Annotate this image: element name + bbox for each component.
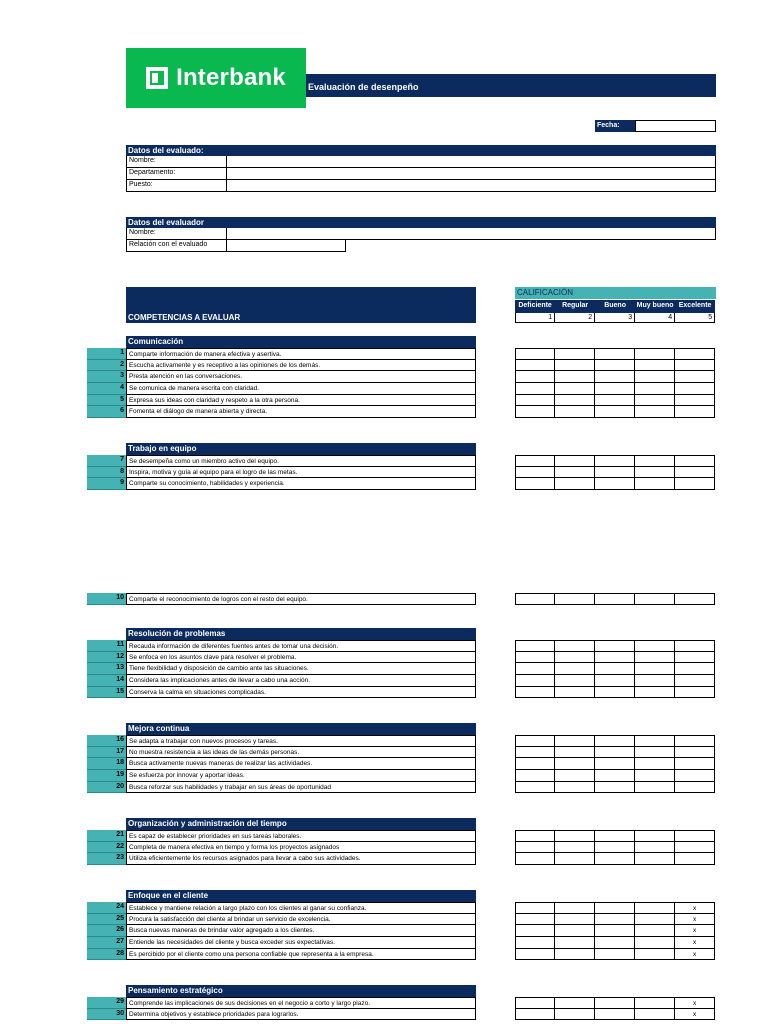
rating-cell[interactable] — [555, 652, 595, 664]
rating-cell[interactable] — [555, 830, 595, 842]
rating-cell[interactable] — [595, 406, 635, 418]
field-divider — [226, 168, 227, 179]
rating-cell[interactable] — [515, 914, 555, 926]
rating-cell[interactable] — [595, 747, 635, 759]
rating-cell[interactable] — [675, 395, 715, 407]
rating-cell[interactable] — [555, 663, 595, 675]
item-number: 27 — [87, 937, 126, 949]
rating-cell[interactable] — [515, 383, 555, 395]
item-text: Conserva la calma en situaciones complicadas. — [126, 687, 476, 699]
rating-cell[interactable] — [595, 360, 635, 372]
rating-cell[interactable] — [635, 593, 675, 605]
item-text: Utiliza eficientemente los recursos asignados para llevar a cabo sus actividades. — [126, 853, 476, 865]
item-number: 17 — [87, 747, 126, 759]
item-text: Se desempeña como un miembro activo del equipo. — [126, 455, 476, 467]
item-number: 29 — [87, 997, 126, 1009]
rating-cell[interactable] — [555, 914, 595, 926]
item-text: Inspira, motiva y guía al equipo para el logro de las metas. — [126, 467, 476, 479]
rating-cell[interactable] — [675, 593, 715, 605]
rating-cell[interactable] — [635, 937, 675, 949]
rating-cell[interactable] — [515, 853, 555, 865]
rating-cell[interactable] — [515, 467, 555, 479]
brand-name: Interbank — [176, 64, 286, 91]
rating-cell[interactable] — [675, 758, 715, 770]
rating-cell[interactable] — [675, 640, 715, 652]
rating-cell[interactable] — [515, 395, 555, 407]
item-text: Busca activamente nuevas maneras de realizar las actividades. — [126, 758, 476, 770]
rating-cell[interactable] — [515, 842, 555, 854]
rating-cell[interactable] — [635, 652, 675, 664]
rating-cell[interactable] — [555, 348, 595, 360]
rating-cell[interactable] — [595, 758, 635, 770]
field-divider — [226, 240, 227, 251]
page-title: Evaluación de desenpeño — [306, 74, 716, 97]
rating-cell[interactable] — [595, 830, 635, 842]
rating-cell[interactable] — [595, 348, 635, 360]
item-text: Comparte información de manera efectiva y asertiva. — [126, 348, 476, 360]
rating-cell[interactable] — [635, 478, 675, 490]
rating-cell[interactable] — [515, 902, 555, 914]
interbank-logo-icon — [146, 67, 168, 89]
item-text: Procura la satisfacción del cliente al brindar un servicio de excelencia. — [126, 914, 476, 926]
item-text: Comparte su conocimiento, habilidades y experiencia. — [126, 478, 476, 490]
field-divider — [226, 156, 227, 167]
rating-cell[interactable] — [515, 937, 555, 949]
item-number: 28 — [87, 949, 126, 961]
rating-cell[interactable] — [555, 997, 595, 1009]
rating-cell[interactable] — [635, 853, 675, 865]
item-number: 14 — [87, 675, 126, 687]
item-number: 1 — [87, 348, 126, 360]
item-number: 22 — [87, 842, 126, 854]
rating-cell[interactable] — [635, 406, 675, 418]
rating-cell[interactable] — [635, 383, 675, 395]
calificacion-label: CALIFICACIÓN — [515, 287, 716, 299]
rating-column-header: Deficiente — [515, 300, 555, 313]
rating-cell[interactable] — [555, 842, 595, 854]
rating-cell[interactable] — [595, 937, 635, 949]
rating-cell[interactable] — [515, 830, 555, 842]
field-label: Nombre: — [129, 229, 156, 236]
form-row — [126, 156, 716, 168]
rating-cell[interactable] — [515, 478, 555, 490]
rating-cell[interactable] — [515, 997, 555, 1009]
rating-cell[interactable] — [515, 593, 555, 605]
item-text: Expresa sus ideas con claridad y respeto a la otra persona. — [126, 395, 476, 407]
rating-cell[interactable] — [635, 395, 675, 407]
rating-cell[interactable] — [555, 687, 595, 699]
item-text: Es capaz de establecer prioridades en sus tareas laborales. — [126, 830, 476, 842]
item-text: No muestra resistencia a las ideas de las demás personas. — [126, 747, 476, 759]
rating-cell[interactable] — [515, 747, 555, 759]
item-text: Se comunica de manera escrita con claridad. — [126, 383, 476, 395]
rating-cell[interactable] — [595, 663, 635, 675]
form-row — [126, 228, 716, 240]
rating-cell[interactable]: x — [675, 949, 715, 961]
rating-cell[interactable] — [635, 1009, 675, 1021]
rating-cell[interactable] — [635, 360, 675, 372]
rating-cell[interactable] — [675, 348, 715, 360]
rating-cell[interactable]: x — [675, 937, 715, 949]
item-text: Se adapta a trabajar con nuevos procesos y tareas. — [126, 735, 476, 747]
item-number: 11 — [87, 640, 126, 652]
item-text: Busca reforzar sus habilidades y trabajar en sus áreas de oportunidad — [126, 782, 476, 794]
rating-cell[interactable] — [515, 735, 555, 747]
rating-cell[interactable] — [635, 747, 675, 759]
rating-cell[interactable] — [595, 687, 635, 699]
rating-cell[interactable] — [595, 455, 635, 467]
rating-cell[interactable] — [595, 675, 635, 687]
rating-cell[interactable] — [515, 949, 555, 961]
item-text: Completa de manera efectiva en tiempo y forma los proyectos asignados — [126, 842, 476, 854]
item-number: 23 — [87, 853, 126, 865]
rating-cell[interactable] — [555, 406, 595, 418]
item-number: 7 — [87, 455, 126, 467]
rating-cell[interactable] — [515, 1009, 555, 1021]
rating-cell[interactable] — [595, 1009, 635, 1021]
item-text: Tiene flexibilidad y disposición de cambio ante las situaciones. — [126, 663, 476, 675]
rating-cell[interactable] — [635, 467, 675, 479]
rating-cell[interactable] — [675, 663, 715, 675]
item-number: 5 — [87, 395, 126, 407]
rating-cell[interactable] — [555, 1009, 595, 1021]
rating-cell[interactable] — [675, 853, 715, 865]
rating-cell[interactable] — [675, 383, 715, 395]
rating-cell[interactable] — [635, 830, 675, 842]
rating-cell[interactable] — [595, 383, 635, 395]
rating-cell[interactable] — [555, 455, 595, 467]
rating-cell[interactable] — [595, 467, 635, 479]
rating-cell[interactable] — [675, 455, 715, 467]
fecha-label: Fecha: — [595, 120, 635, 132]
item-number: 8 — [87, 467, 126, 479]
rating-cell[interactable] — [675, 478, 715, 490]
item-number: 25 — [87, 914, 126, 926]
rating-column-number: 5 — [675, 313, 715, 323]
rating-cell[interactable] — [515, 640, 555, 652]
rating-cell[interactable] — [595, 652, 635, 664]
section-title: Comunicación — [126, 336, 476, 348]
rating-cell[interactable] — [515, 455, 555, 467]
item-text: Considera las implicaciones antes de llevar a cabo una acción. — [126, 675, 476, 687]
rating-cell[interactable] — [555, 395, 595, 407]
item-text: Comprende las implicaciones de sus decisiones en el negocio a corto y largo plazo. — [126, 997, 476, 1009]
item-number: 6 — [87, 406, 126, 418]
section-title: Pensamiento estratégico — [126, 985, 476, 997]
item-text: Recauda información de diferentes fuentes antes de tomar una decisión. — [126, 640, 476, 652]
rating-column-number: 1 — [515, 313, 555, 323]
rating-cell[interactable] — [555, 937, 595, 949]
rating-cell[interactable]: x — [675, 997, 715, 1009]
rating-cell[interactable] — [515, 360, 555, 372]
rating-cell[interactable] — [635, 663, 675, 675]
item-text: Entiende las necesidades del cliente y busca exceder sus expectativas. — [126, 937, 476, 949]
rating-cell[interactable] — [635, 925, 675, 937]
rating-column-number: 2 — [555, 313, 595, 323]
rating-cell[interactable] — [635, 782, 675, 794]
item-number: 18 — [87, 758, 126, 770]
rating-cell[interactable] — [515, 371, 555, 383]
item-text: Establece y mantiene relación a largo plazo con los clientes al ganar su confianza. — [126, 902, 476, 914]
rating-column-header: Excelente — [675, 300, 715, 313]
item-text: Presta atención en las conversaciones. — [126, 371, 476, 383]
item-number: 19 — [87, 770, 126, 782]
rating-cell[interactable] — [675, 842, 715, 854]
item-text: Determina objetivos y establece prioridades para lograrlos. — [126, 1009, 476, 1021]
rating-cell[interactable] — [595, 478, 635, 490]
rating-cell[interactable] — [555, 747, 595, 759]
field-divider — [226, 228, 227, 239]
rating-cell[interactable] — [675, 652, 715, 664]
rating-cell[interactable] — [515, 782, 555, 794]
rating-cell[interactable] — [675, 360, 715, 372]
rating-cell[interactable] — [675, 406, 715, 418]
rating-cell[interactable] — [635, 902, 675, 914]
item-number: 13 — [87, 663, 126, 675]
rating-cell[interactable] — [555, 758, 595, 770]
evaluado-header: Datos del evaluado: — [126, 145, 716, 156]
rating-cell[interactable] — [515, 770, 555, 782]
rating-cell[interactable] — [635, 735, 675, 747]
rating-cell[interactable] — [675, 735, 715, 747]
rating-cell[interactable] — [595, 853, 635, 865]
rating-column-number: 4 — [635, 313, 675, 323]
rating-cell[interactable] — [595, 371, 635, 383]
rating-cell[interactable] — [555, 478, 595, 490]
rating-cell[interactable] — [635, 914, 675, 926]
rating-cell[interactable] — [675, 467, 715, 479]
field-label: Nombre: — [129, 157, 156, 164]
rating-cell[interactable] — [555, 640, 595, 652]
item-number: 26 — [87, 925, 126, 937]
item-text: Fomenta el diálogo de manera abierta y directa. — [126, 406, 476, 418]
item-number: 10 — [87, 593, 126, 605]
rating-column-header: Muy bueno — [635, 300, 675, 313]
rating-cell[interactable] — [595, 997, 635, 1009]
item-text: Escucha activamente y es receptivo a las opiniones de los demás. — [126, 360, 476, 372]
rating-cell[interactable] — [595, 770, 635, 782]
item-number: 20 — [87, 782, 126, 794]
rating-cell[interactable] — [675, 675, 715, 687]
rating-cell[interactable] — [635, 675, 675, 687]
rating-cell[interactable] — [555, 770, 595, 782]
rating-cell[interactable] — [675, 770, 715, 782]
section-title: Enfoque en el cliente — [126, 890, 476, 902]
rating-cell[interactable] — [555, 371, 595, 383]
item-text: Se enfoca en los asuntos clave para resolver el problema. — [126, 652, 476, 664]
item-number: 2 — [87, 360, 126, 372]
rating-cell[interactable] — [515, 758, 555, 770]
item-number: 16 — [87, 735, 126, 747]
rating-cell[interactable] — [555, 782, 595, 794]
rating-cell[interactable] — [675, 371, 715, 383]
section-title: Organización y administración del tiempo — [126, 818, 476, 830]
rating-cell[interactable] — [675, 747, 715, 759]
rating-column-number: 3 — [595, 313, 635, 323]
rating-cell[interactable] — [555, 467, 595, 479]
rating-cell[interactable] — [555, 593, 595, 605]
rating-cell[interactable] — [595, 914, 635, 926]
field-divider — [226, 180, 227, 191]
item-text: Se esfuerza por innovar y aportar ideas. — [126, 770, 476, 782]
item-number: 3 — [87, 371, 126, 383]
rating-cell[interactable] — [595, 842, 635, 854]
rating-cell[interactable] — [675, 782, 715, 794]
form-row — [126, 240, 346, 252]
rating-cell[interactable]: x — [675, 1009, 715, 1021]
rating-cell[interactable] — [595, 395, 635, 407]
field-label: Relación con el evaluado — [129, 241, 208, 248]
fecha-field[interactable] — [635, 120, 716, 132]
rating-cell[interactable]: x — [675, 902, 715, 914]
item-number: 15 — [87, 687, 126, 699]
rating-cell[interactable] — [595, 735, 635, 747]
rating-column-header: Bueno — [595, 300, 635, 313]
rating-cell[interactable] — [515, 687, 555, 699]
item-number: 30 — [87, 1009, 126, 1021]
item-text: Es percibido por el cliente como una persona confiable que representa a la empresa. — [126, 949, 476, 961]
item-number: 4 — [87, 383, 126, 395]
rating-cell[interactable] — [635, 949, 675, 961]
rating-cell[interactable]: x — [675, 914, 715, 926]
rating-cell[interactable] — [595, 782, 635, 794]
item-number: 9 — [87, 478, 126, 490]
rating-cell[interactable] — [555, 383, 595, 395]
rating-cell[interactable] — [595, 925, 635, 937]
rating-cell[interactable] — [675, 687, 715, 699]
rating-cell[interactable] — [595, 593, 635, 605]
rating-cell[interactable] — [635, 348, 675, 360]
rating-cell[interactable] — [555, 853, 595, 865]
rating-cell[interactable] — [635, 455, 675, 467]
rating-cell[interactable] — [595, 949, 635, 961]
rating-cell[interactable] — [555, 360, 595, 372]
item-number: 24 — [87, 902, 126, 914]
rating-cell[interactable] — [635, 371, 675, 383]
rating-cell[interactable] — [515, 348, 555, 360]
rating-cell[interactable] — [515, 652, 555, 664]
rating-cell[interactable] — [555, 675, 595, 687]
item-text: Comparte el reconocimiento de logros con el resto del equipo. — [126, 593, 476, 605]
form-row — [126, 180, 716, 192]
rating-cell[interactable] — [515, 406, 555, 418]
rating-cell[interactable] — [635, 640, 675, 652]
item-text: Busca nuevas maneras de brindar valor agregado a los clientes. — [126, 925, 476, 937]
rating-cell[interactable] — [635, 758, 675, 770]
evaluador-header: Datos del evaluador — [126, 217, 716, 228]
rating-cell[interactable] — [675, 830, 715, 842]
rating-cell[interactable] — [555, 735, 595, 747]
rating-cell[interactable] — [515, 663, 555, 675]
field-label: Departamento: — [129, 169, 176, 176]
field-label: Puesto: — [129, 181, 153, 188]
rating-cell[interactable] — [555, 902, 595, 914]
rating-cell[interactable] — [635, 770, 675, 782]
rating-cell[interactable]: x — [675, 925, 715, 937]
section-title: Trabajo en equipo — [126, 443, 476, 455]
section-title: Mejora continua — [126, 723, 476, 735]
section-title: Resolución de problemas — [126, 628, 476, 640]
rating-cell[interactable] — [555, 925, 595, 937]
rating-cell[interactable] — [555, 949, 595, 961]
rating-cell[interactable] — [515, 925, 555, 937]
rating-cell[interactable] — [595, 902, 635, 914]
competencias-header: COMPETENCIAS A EVALUAR — [126, 287, 476, 323]
rating-cell[interactable] — [635, 687, 675, 699]
item-number: 21 — [87, 830, 126, 842]
rating-cell[interactable] — [635, 842, 675, 854]
form-row — [126, 168, 716, 180]
rating-cell[interactable] — [595, 640, 635, 652]
rating-column-header: Regular — [555, 300, 595, 313]
rating-cell[interactable] — [635, 997, 675, 1009]
interbank-logo — [126, 48, 306, 108]
rating-cell[interactable] — [515, 675, 555, 687]
item-number: 12 — [87, 652, 126, 664]
